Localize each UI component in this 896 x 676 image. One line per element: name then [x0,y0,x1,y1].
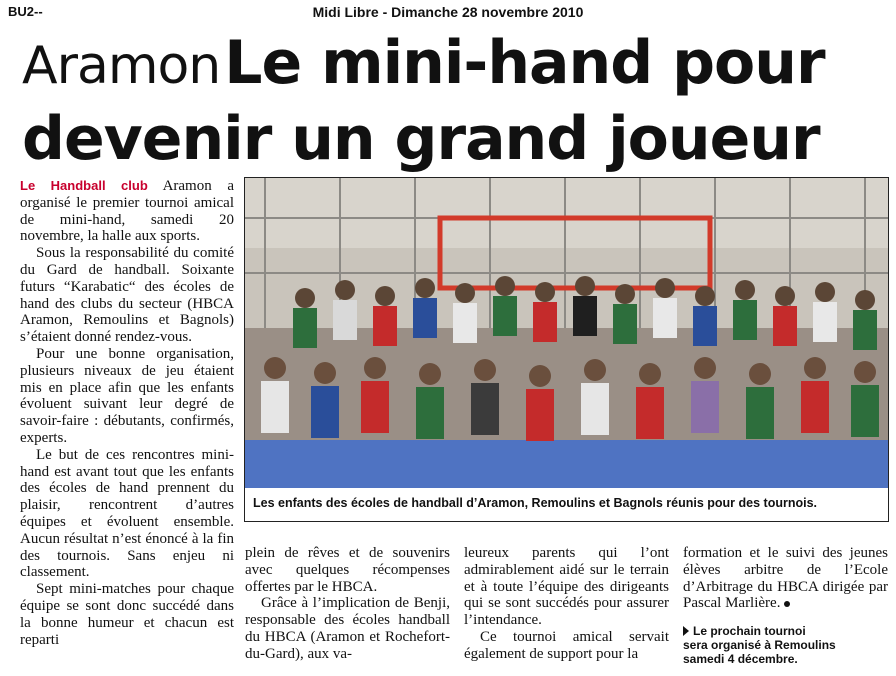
article-paragraph: Le but de ces rencontres mini-hand est avant tout que les enfants des écoles de hand prennent du plaisir, rencontrent d’autres équipes et évoluent ensemble. Aucun résultat n’est énoncé à la fin des tournois. Sans enjeu ni classement. [20,446,234,581]
section-code: BU2-- [8,4,43,19]
team-photo-illustration [245,178,888,488]
publication-line: Midi Libre - Dimanche 28 novembre 2010 [312,4,584,20]
article-paragraph: leureux parents qui l’ont admirablement aidé sur le terrain et à toute l’équipe des dirigeants qui se sont succédés pour assurer l’intendance. [464,545,669,629]
triangle-bullet-icon [683,626,689,636]
headline-kicker: Aramon [22,36,221,96]
article-paragraph [20,178,234,245]
article-paragraph: Sept mini-matches pour chaque équipe se sont donc succédé dans la bonne humeur et chacun est reparti [20,581,234,648]
next-tournament-line: samedi 4 décembre. [683,652,798,667]
headline-title-part-1: Le mini-hand pour [224,28,825,98]
article-paragraph: Grâce à l’implication de Benji, responsable des écoles handball du HBCA (Aramon et Rochefort-du-Gard), aux va- [245,595,450,662]
article-paragraph: plein de rêves et de souvenirs avec quelques récompenses offertes par le HBCA. [245,545,450,595]
article-column-2 [245,545,450,676]
article-column-1 [20,178,234,676]
article-paragraph-text: Aramon a organisé le premier tournoi amical de mini-hand, samedi 20 novembre, la halle aux sports. [20,178,234,245]
article-paragraph: Sous la responsabilité du comité du Gard de handball. Soixante futurs “Karabatic“ des écoles de hand des clubs du secteur (HBCA Aramon, Remoulins et Bagnols) s’étaient donné rendez-vous. [20,245,234,346]
next-tournament-line [683,624,888,638]
headline-title-part-2: devenir un grand joueur [22,104,820,174]
article-paragraph: Pour une bonne organisation, plusieurs niveaux de jeu étaient mis en place afin que les enfants évoluent suivant leur degré de savoir-faire : débutants, confirmés, experts. [20,345,234,446]
end-of-article-bullet-icon [784,601,790,607]
team-photo [245,178,888,488]
headline-line-1 [22,28,892,98]
next-tournament-line: sera organisé à Remoulins [683,638,836,653]
photo-frame [244,177,889,522]
next-tournament-box [683,624,888,666]
headline [22,28,892,174]
article-paragraph [683,545,888,612]
article-column-3 [464,545,669,676]
article-column-4 [683,545,888,676]
next-tournament-text: Le prochain tournoi [693,624,806,639]
article-paragraph: Ce tournoi amical servait également de support pour la [464,628,669,662]
article-paragraph-text: formation et le suivi des jeunes élèves arbitre de l’Ecole d’Arbitrage du HBCA dirigée par Pascal Marlière. [683,545,888,612]
photo-caption: Les enfants des écoles de handball d’Aramon, Remoulins et Bagnols réunis pour des tournois. [253,496,817,510]
article-lead: Le Handball club [20,178,148,193]
